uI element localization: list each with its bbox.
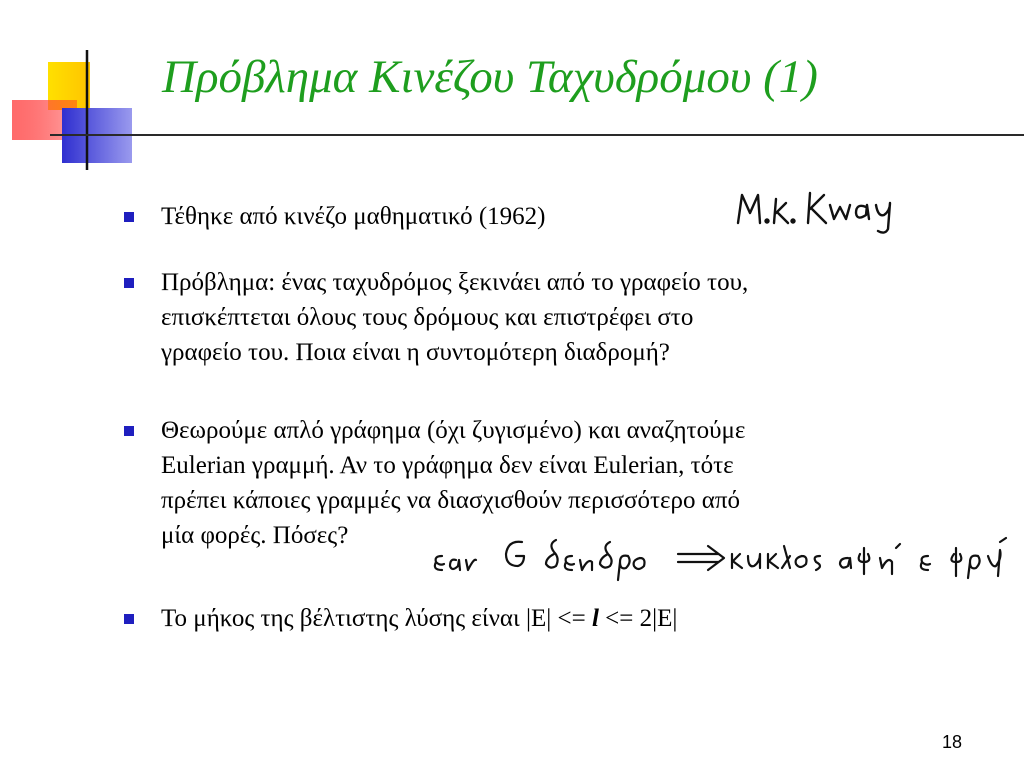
slide-title: Πρόβλημα Κινέζου Ταχυδρόμου (1)	[162, 51, 818, 103]
page-number: 18	[941, 732, 962, 752]
handwritten-note	[428, 522, 1008, 582]
bound-text: <= 2|E|	[598, 605, 678, 632]
bullet-line: γραφείο του. Ποια είναι η συντομότερη διαδρομή?	[161, 339, 670, 366]
bullet-line: πρέπει κάποιες γραμμές να διασχισθούν περισσότερο από	[161, 487, 740, 514]
bullet-item	[161, 601, 981, 636]
bullet-line: Θεωρούμε απλό γράφημα (όχι ζυγισμένο) και αναζητούμε	[161, 417, 746, 444]
bullet-line: Eulerian γραμμή. Αν το γράφημα δεν είναι Eulerian, τότε	[161, 452, 734, 479]
bullet-item	[161, 265, 981, 370]
bullet-marker	[124, 278, 134, 288]
bullet-line	[161, 601, 981, 636]
bullet-line: μία φορές. Πόσες?	[161, 522, 349, 549]
bound-text: Το μήκος της βέλτιστης λύσης είναι |E| <=	[161, 605, 592, 632]
handwritten-author-name	[730, 185, 900, 235]
bullet-line: Τέθηκε από κινέζο μαθηματικό (1962)	[161, 203, 546, 230]
bullet-marker	[124, 212, 134, 222]
length-variable: l	[591, 605, 599, 632]
bullet-line: επισκέπτεται όλους τους δρόμους και επιστρέφει στο	[161, 304, 694, 331]
bullet-line: Πρόβλημα: ένας ταχυδρόμος ξεκινάει από το γραφείο του,	[161, 269, 749, 296]
bullet-marker	[124, 426, 134, 436]
bullet-marker	[124, 614, 134, 624]
